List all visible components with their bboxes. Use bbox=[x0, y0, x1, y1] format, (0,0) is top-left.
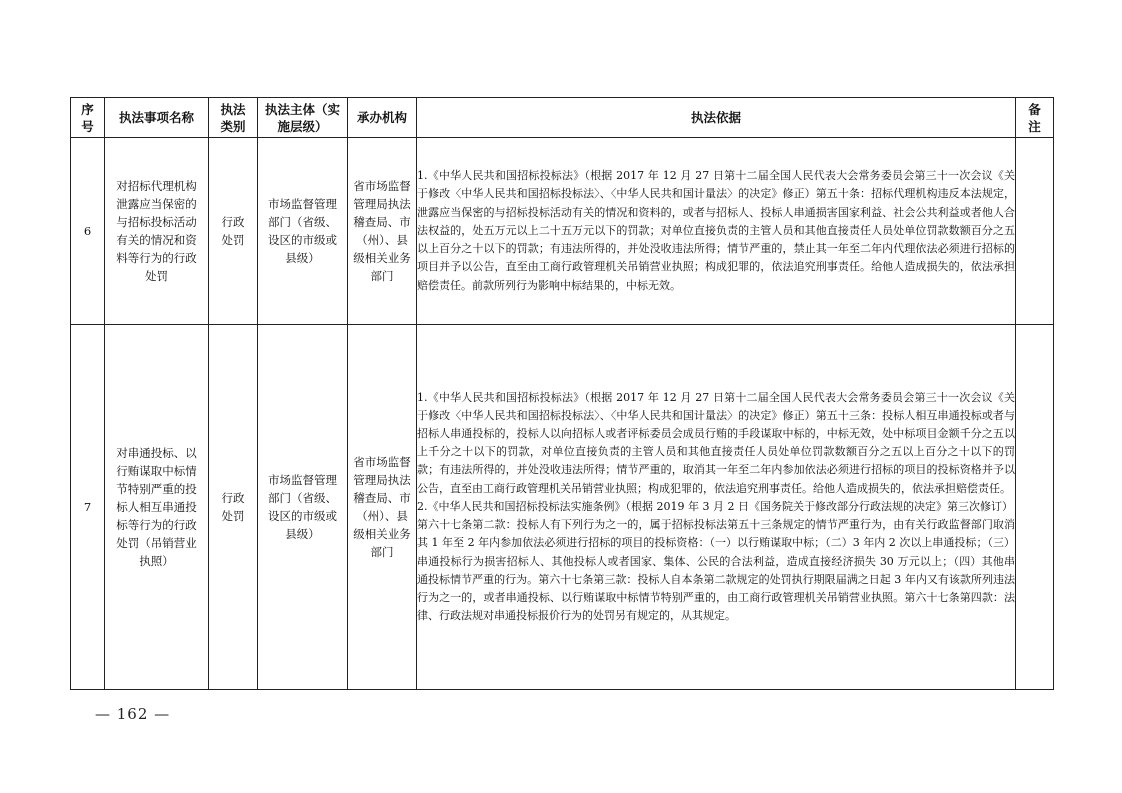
table-header-row bbox=[71, 98, 1054, 138]
cell-name: 对招标代理机构泄露应当保密的与招标投标活动有关的情况和资料等行为的行政处罚 bbox=[105, 138, 209, 325]
header-name: 执法事项名称 bbox=[105, 98, 209, 138]
table-row bbox=[71, 325, 1054, 690]
header-note: 备注 bbox=[1016, 98, 1054, 138]
basis-paragraph: 1.《中华人民共和国招标投标法》（根据 2017 年 12 月 27 日第十二届全国人民代表大会常务委员会第三十一次会议《关于修改〈中华人民共和国招标投标法〉、〈中华人民共和国计量法〉的决定》修正）第五十三条：投标人相互串通投标或者与招标人串通投标的，投标人以向招标人或者评标委员会成员行贿的手段谋取中标的，中标无效，处中标项目金额千分之五以上千分之十以下的罚款，对单位直接负责的主管人员和其他直接责任人员处单位罚款数额百分之五以上百分之十以下的罚款；有违法所得的，并处没收违法所得；情节严重的，取消其一年至二年内参加依法必须进行招标的项目的投标资格并予以公告，直至由工商行政管理机关吊销营业执照；构成犯罪的，依法追究刑事责任。给他人造成损失的，依法承担赔偿责任。 bbox=[417, 390, 1015, 495]
cell-subject: 市场监督管理部门（省级、设区的市级或县级） bbox=[258, 138, 348, 325]
cell-note bbox=[1016, 325, 1054, 690]
header-basis: 执法依据 bbox=[417, 98, 1016, 138]
cell-subject: 市场监督管理部门（省级、设区的市级或县级） bbox=[258, 325, 348, 690]
basis-paragraph: 1.《中华人民共和国招标投标法》（根据 2017 年 12 月 27 日第十二届全国人民代表大会常务委员会第三十一次会议《关于修改〈中华人民共和国招标投标法〉、〈中华人民共和国计量法〉的决定》修正）第五十条：招标代理机构违反本法规定，泄露应当保密的与招标投标活动有关的情况和资料的，或者与招标人、投标人串通损害国家利益、社会公共利益或者他人合法权益的，处五万元以上二十五万元以下的罚款；对单位直接负责的主管人员和其他直接责任人员处单位罚款数额百分之五以上百分之十以下的罚款；有违法所得的，并处没收违法所得；情节严重的，禁止其一年至二年内代理依法必须进行招标的项目并予以公告，直至由工商行政管理机关吊销营业执照；构成犯罪的，依法追究刑事责任。给他人造成损失的，依法承担赔偿责任。前款所列行为影响中标结果的，中标无效。 bbox=[417, 169, 1015, 292]
cell-basis bbox=[417, 138, 1016, 325]
basis-paragraph: 第六十七条第二款：投标人有下列行为之一的，属于招标投标法第五十三条规定的情节严重行为，由有关行政监督部门取消其 1 年至 2 年内参加依法必须进行招标的项目的投标资格：（一）以行贿谋取中标；（二）3 年内 2 次以上串通投标；（三）串通投标行为损害招标人、其他投标人或者国家、集体、公民的合法利益，造成直接经济损失 30 万元以上；（四）其他串通投标情节严重的行为。第六十七条第三款：投标人自本条第二款规定的处罚执行期限届满之日起 3 年内又有该款所列违法行为之一的，或者串通投标、以行贿谋取中标情节特别严重的，由工商行政管理机关吊销营业执照。第六十七条第四款：法律、行政法规对串通投标报价行为的处罚另有规定的，从其规定。 bbox=[417, 518, 1015, 623]
header-org: 承办机构 bbox=[348, 98, 417, 138]
table-row bbox=[71, 138, 1054, 325]
header-seq: 序号 bbox=[71, 98, 105, 138]
header-type: 执法类别 bbox=[209, 98, 258, 138]
cell-org: 省市场监督管理局执法稽查局、市（州）、县级相关业务部门 bbox=[348, 325, 417, 690]
enforcement-table bbox=[70, 97, 1054, 690]
cell-org: 省市场监督管理局执法稽查局、市（州）、县级相关业务部门 bbox=[348, 138, 417, 325]
header-subject: 执法主体（实施层级） bbox=[258, 98, 348, 138]
cell-name: 对串通投标、以行贿谋取中标情节特别严重的投标人相互串通投标等行为的行政处罚（吊销营业执照） bbox=[105, 325, 209, 690]
cell-type: 行政处罚 bbox=[209, 138, 258, 325]
cell-type: 行政处罚 bbox=[209, 325, 258, 690]
page-number: — 162 — bbox=[95, 705, 171, 723]
cell-seq: 6 bbox=[71, 138, 105, 325]
cell-note bbox=[1016, 138, 1054, 325]
basis-paragraph: 2.《中华人民共和国招标投标法实施条例》（根据 2019 年 3 月 2 日《国务院关于修改部分行政法规的决定》第三次修订） bbox=[417, 499, 1013, 513]
cell-seq: 7 bbox=[71, 325, 105, 690]
cell-basis bbox=[417, 325, 1016, 690]
